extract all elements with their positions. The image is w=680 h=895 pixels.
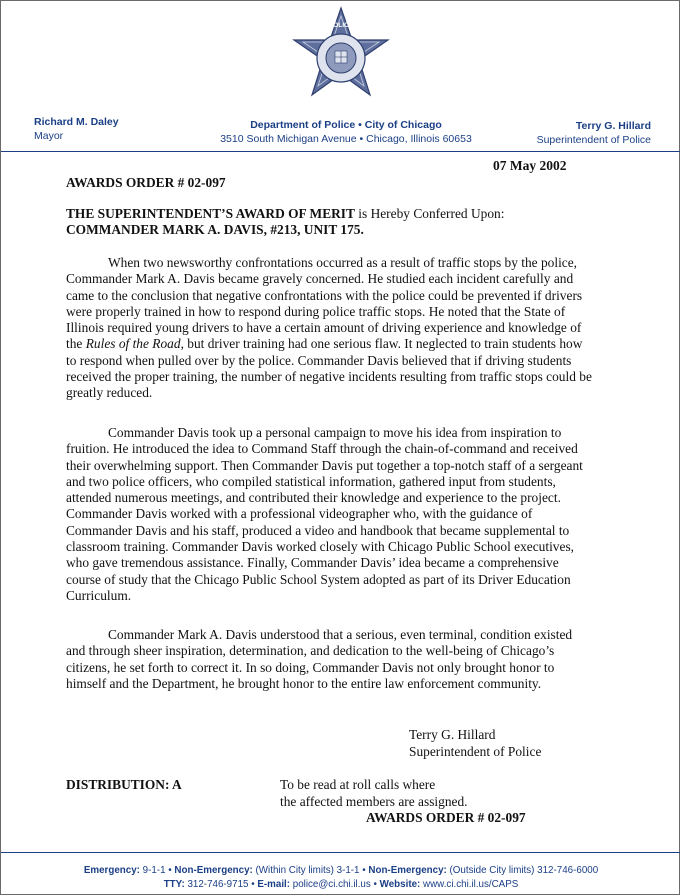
mayor-title: Mayor — [34, 130, 64, 142]
footer-bullet: • — [251, 879, 255, 890]
awards-order-number: AWARDS ORDER # 02-097 — [66, 175, 226, 190]
police-star-badge — [291, 6, 391, 104]
website-label: Website: — [376, 879, 421, 890]
tty-label: TTY: — [163, 879, 185, 890]
paragraph-line: classroom training. Commander Davis worked closely with Chicago Public School executives, — [66, 539, 575, 555]
paragraph-line: himself and the Department, he brought honor to the entire law enforcement community. — [66, 675, 542, 691]
letter-date: 07 May 2002 — [493, 158, 567, 173]
paragraph-line: who gave tremendous assistance. Finally, Commander Davis’ idea became a comprehensive — [66, 555, 559, 571]
paragraph-3 — [66, 627, 626, 692]
paragraph-line: greatly reduced. — [66, 385, 153, 401]
non-emergency-outside: (Outside City limits) 312-746-6000 — [446, 865, 599, 876]
paragraph-line: and two police officers, who compiled statistical information, gathered input from students, — [66, 473, 556, 489]
paragraph-line: Commander Davis took up a personal campaign to move his idea from inspiration to — [108, 425, 562, 440]
badge-word: POLICE — [328, 22, 354, 29]
email-link[interactable]: police@ci.chi.il.us — [290, 879, 374, 890]
header-divider — [1, 151, 680, 152]
award-line — [66, 206, 504, 222]
non-emergency-label: Non-Emergency: — [365, 865, 447, 876]
website-link[interactable]: www.ci.chi.il.us/CAPS — [420, 879, 519, 890]
paragraph-line: attended numerous meetings, and contributed their knowledge and experience to the project. — [66, 490, 561, 506]
rules-of-the-road-title: Rules of the Road — [85, 336, 181, 352]
paragraph-line: When two newsworthy confrontations occurred as a result of traffic stops by the police, — [108, 255, 578, 270]
text-run: the — [66, 336, 86, 352]
emergency-label: Emergency: — [83, 865, 140, 876]
header-superintendent-block — [537, 119, 651, 147]
paragraph-2 — [66, 425, 626, 604]
paragraph-line: and through sheer inspiration, determination, and dedication to the well-being of Chicago’s — [66, 643, 555, 659]
paragraph-line: their overwhelming support. Then Commander Davis put together a top-notch staff of a sergeant — [66, 457, 583, 473]
footer-bullet: • — [362, 865, 366, 876]
paragraph-line — [66, 336, 626, 352]
paragraph-line: received the proper training, the number of negative incidents resulting from traffic stops could be — [66, 369, 592, 385]
award-name: THE SUPERINTENDENT’S AWARD OF MERIT — [66, 206, 355, 221]
paragraph-1 — [66, 255, 626, 402]
emergency-number: 9-1-1 — [139, 865, 169, 876]
department-name: Department of Police — [250, 119, 356, 131]
non-emergency-label: Non-Emergency: — [171, 865, 253, 876]
non-emergency-within: (Within City limits) 3-1-1 — [252, 865, 363, 876]
superintendent-title: Superintendent of Police — [536, 134, 651, 146]
header-bullet: • — [358, 119, 362, 131]
footer-divider — [1, 852, 680, 853]
paragraph-line: Commander Davis and his staff, produced a video and handbook that became supplemental to — [66, 522, 570, 538]
paragraph-line: Commander Davis worked with a professional videographer who, with the guidance of — [66, 506, 533, 522]
read-instruction-line-2: the affected members are assigned. — [280, 794, 468, 809]
paragraph-line: course of study that the Chicago Public School System adopted as part of its Driver Education — [66, 571, 571, 587]
paragraph-line: were properly trained in how to respond during police traffic stops. He noted that the State of — [66, 303, 566, 319]
header-department-block — [211, 118, 481, 146]
award-recipient: COMMANDER MARK A. DAVIS, #213, UNIT 175. — [66, 222, 364, 237]
footer-phone-line — [1, 864, 680, 877]
distribution-label: DISTRIBUTION: A — [66, 777, 182, 792]
city-name: City of Chicago — [364, 119, 442, 131]
text-run: , but driver training had one serious flaw. It neglected to train students how — [180, 336, 583, 352]
footer-bullet: • — [168, 865, 172, 876]
email-label: E-mail: — [254, 879, 291, 890]
paragraph-line: to respond when pulled over by the police. Commander Davis believed that if driving students — [66, 352, 572, 368]
paragraph-line: Curriculum. — [66, 587, 132, 603]
award-suffix: is Hereby Conferred Upon: — [354, 206, 505, 221]
paragraph-line: Commander Mark A. Davis became gravely concerned. He studied each incident carefully and — [66, 271, 574, 287]
paragraph-line: citizens, he set forth to correct it. In so doing, Commander Davis not only brought honor to — [66, 659, 555, 675]
department-address: 3510 South Michigan Avenue • Chicago, Illinois 60653 — [220, 133, 472, 145]
superintendent-name: Terry G. Hillard — [575, 120, 651, 132]
read-instruction-line-1: To be read at roll calls where — [280, 777, 436, 792]
footer-contact-line — [1, 878, 680, 891]
signature-title: Superintendent of Police — [409, 744, 542, 759]
awards-order-number-footer: AWARDS ORDER # 02-097 — [366, 810, 526, 825]
signature-name: Terry G. Hillard — [409, 727, 496, 742]
paragraph-line: fruition. He introduced the idea to Command Staff through the chain-of-command and received — [66, 441, 578, 457]
footer-bullet: • — [373, 879, 377, 890]
paragraph-line: Illinois required young drivers to have a certain amount of driving experience and knowledge of — [66, 320, 582, 336]
header-mayor-block — [34, 115, 119, 143]
paragraph-line: came to the conclusion that negative confrontations with the police could be prevented if drivers — [66, 287, 583, 303]
mayor-name: Richard M. Daley — [34, 116, 119, 128]
tty-number: 312-746-9715 — [184, 879, 252, 890]
paragraph-line: Commander Mark A. Davis understood that a serious, even terminal, condition existed — [108, 627, 573, 642]
